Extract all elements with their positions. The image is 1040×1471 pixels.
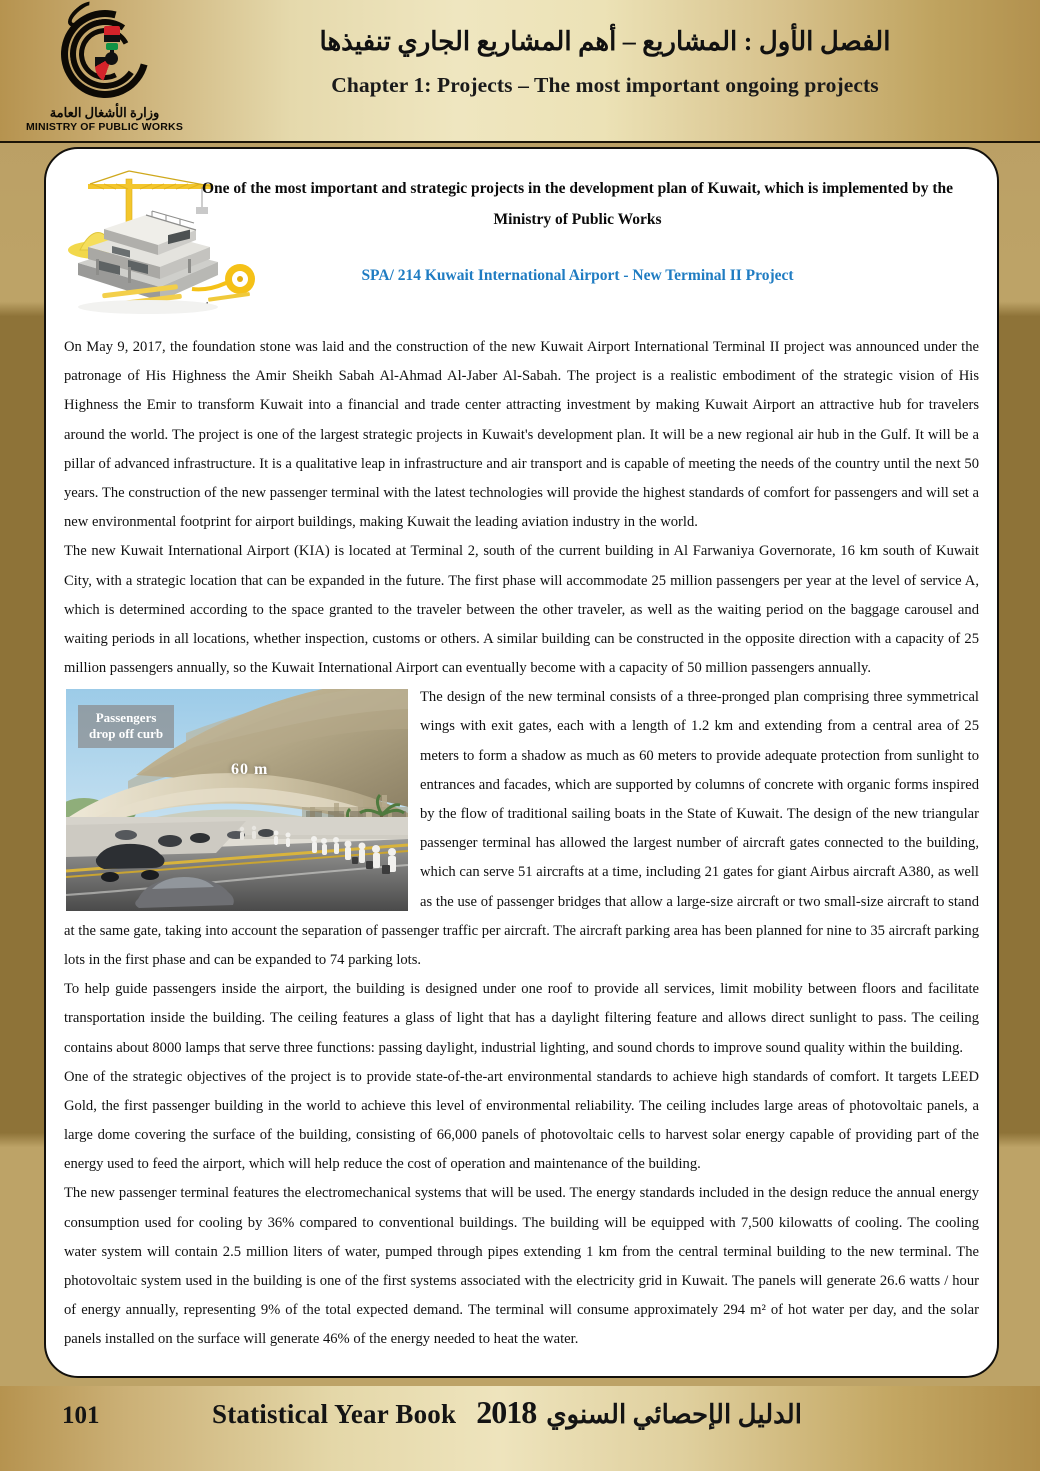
footer-title-english: Statistical Year Book — [212, 1399, 457, 1429]
airport-terminal-rendering-image — [66, 689, 408, 911]
intro-heading: One of the most important and strategic projects in the development plan of Kuwait, which is implemented by the Ministry of Public Works — [201, 180, 953, 228]
logo-emblem-icon — [45, 6, 165, 104]
article-body — [60, 333, 983, 1355]
paragraph-3: The design of the new terminal consists of a three-pronged plan comprising three symmetrical wings with exit gates, each with a length of 1.2 km and extending from a central area of 25 meters to form a shadow as much as 60 meters to provide adequate protection from sunlight to entrances and facades, which are supported by columns of concrete with organic forms inspired by the flow of traditional sailing boats in the State of Kuwait. The design of the new triangular passenger terminal has allowed the largest number of aircraft gates connected to the building, which can serve 51 aircrafts at a time, including 21 gates for giant Airbus aircraft A380, as well as the use of passenger bridges that allow a large-size aircraft or two small-size aircraft to stand at the same gate, taking into account the separation of passenger traffic per aircraft. The aircraft parking area has been planned for nine to 35 aircraft parking lots in the first phase and can be expanded to 74 parking lots. — [64, 689, 979, 968]
passengers-drop-off-label: Passengers drop off curb — [78, 705, 174, 748]
chapter-title-arabic: الفصل الأول : المشاريع – أهم المشاريع الجاري تنفيذها — [319, 27, 891, 56]
intro-section — [60, 159, 983, 319]
page-number: 101 — [62, 1402, 100, 1429]
paragraph-5: One of the strategic objectives of the project is to provide state-of-the-art environmental standards to achieve high standards of comfort. It targets LEED Gold, the first passenger building in the world to achieve this level of environmental reliability. The ceiling includes large areas of photovoltaic panels, a large dome covering the surface of the building, consisting of 66,000 panels of photovoltaic cells to harvest solar energy capable of providing part of the energy used to feed the airport, which will help reduce the cost of operation and maintenance of the building. — [64, 1068, 979, 1173]
header-titles — [190, 26, 1020, 98]
paragraph-4: To help guide passengers inside the airport, the building is designed under one roof to provide all services, limit mobility between floors and facilitate transportation inside the building. The ceiling features a glass of light that has a daylight filtering feature and allows direct sunlight to pass. The ceiling contains about 8000 lamps that serve three functions: passing daylight, industrial lighting, and sound chords to improve sound quality within the building. — [64, 981, 979, 1056]
chapter-title-english: Chapter 1: Projects – The most important ongoing projects — [331, 72, 879, 97]
footer-title-arabic: الدليل الإحصائي السنوي — [546, 1400, 802, 1429]
page-footer — [0, 1386, 1040, 1471]
dimension-60m-label: 60 m — [231, 761, 269, 779]
ministry-logo — [22, 6, 187, 138]
logo-arabic-name: وزارة الأشغال العامة — [49, 105, 160, 120]
paragraph-6: The new passenger terminal features the electromechanical systems that will be used. The energy standards included in the design reduce the annual energy consumption used for cooling by 36% compared to conventional buildings. The building will be equipped with 7,500 kilowatts of cooling. The cooling water system will contain 2.5 million liters of water, pumped through pipes extending 1 km from the central terminal building to the new terminal. The photovoltaic system used in the building is one of the first systems associated with the electricity grid in Kuwait. The panels will generate 26.6 watts / hour of energy annually, representing 9% of the total expected demand. The terminal will consume approximately 294 m² of hot water per day, and the solar panels installed on the surface will generate 46% of the energy needed to heat the water. — [64, 1185, 979, 1348]
paragraph-1: On May 9, 2017, the foundation stone was laid and the construction of the new Kuwait Airport International Terminal II project was announced under the patronage of His Highness the Amir Sheikh Sabah Al-Ahmad Al-Jaber Al-Sabah. The project is a realistic embodiment of the strategic vision of His Highness the Emir to transform Kuwait into a financial and trade center attracting investment by making Kuwait Airport an attractive hub for travelers around the world. The project is one of the largest strategic projects in Kuwait's development plan. It will be a new regional air hub in the Gulf. It will be a pillar of advanced infrastructure. It is a qualitative leap in infrastructure and air transport and is capable of meeting the needs of the country until the next 50 years. The construction of the new passenger terminal with the latest technologies will provide the highest standards of comfort for passengers and will set a new environmental footprint for airport buildings, making Kuwait the leading aviation industry in the world. — [64, 339, 979, 531]
content-card — [44, 147, 999, 1378]
project-title: SPA/ 214 Kuwait International Airport - New Terminal II Project — [361, 267, 794, 284]
paragraph-2: The new Kuwait International Airport (KIA) is located at Terminal 2, south of the current building in Al Farwaniya Governorate, 16 km south of Kuwait City, with a strategic location that can be expanded in the future. The first phase will accommodate 25 million passengers per year at the level of service A, which is determined according to the space granted to the traveler between the other traveler, as well as the waiting period on the baggage carousel and waiting periods in all locations, whether inspection, customs or others. A similar building can be constructed in the opposite direction with a capacity of 25 million passengers annually, so the Kuwait International Airport can eventually become with a capacity of 50 million passengers annually. — [64, 543, 979, 677]
page-header — [0, 0, 1040, 143]
logo-english-name: MINISTRY OF PUBLIC WORKS — [25, 121, 184, 133]
footer-year: 2018 — [476, 1394, 537, 1430]
